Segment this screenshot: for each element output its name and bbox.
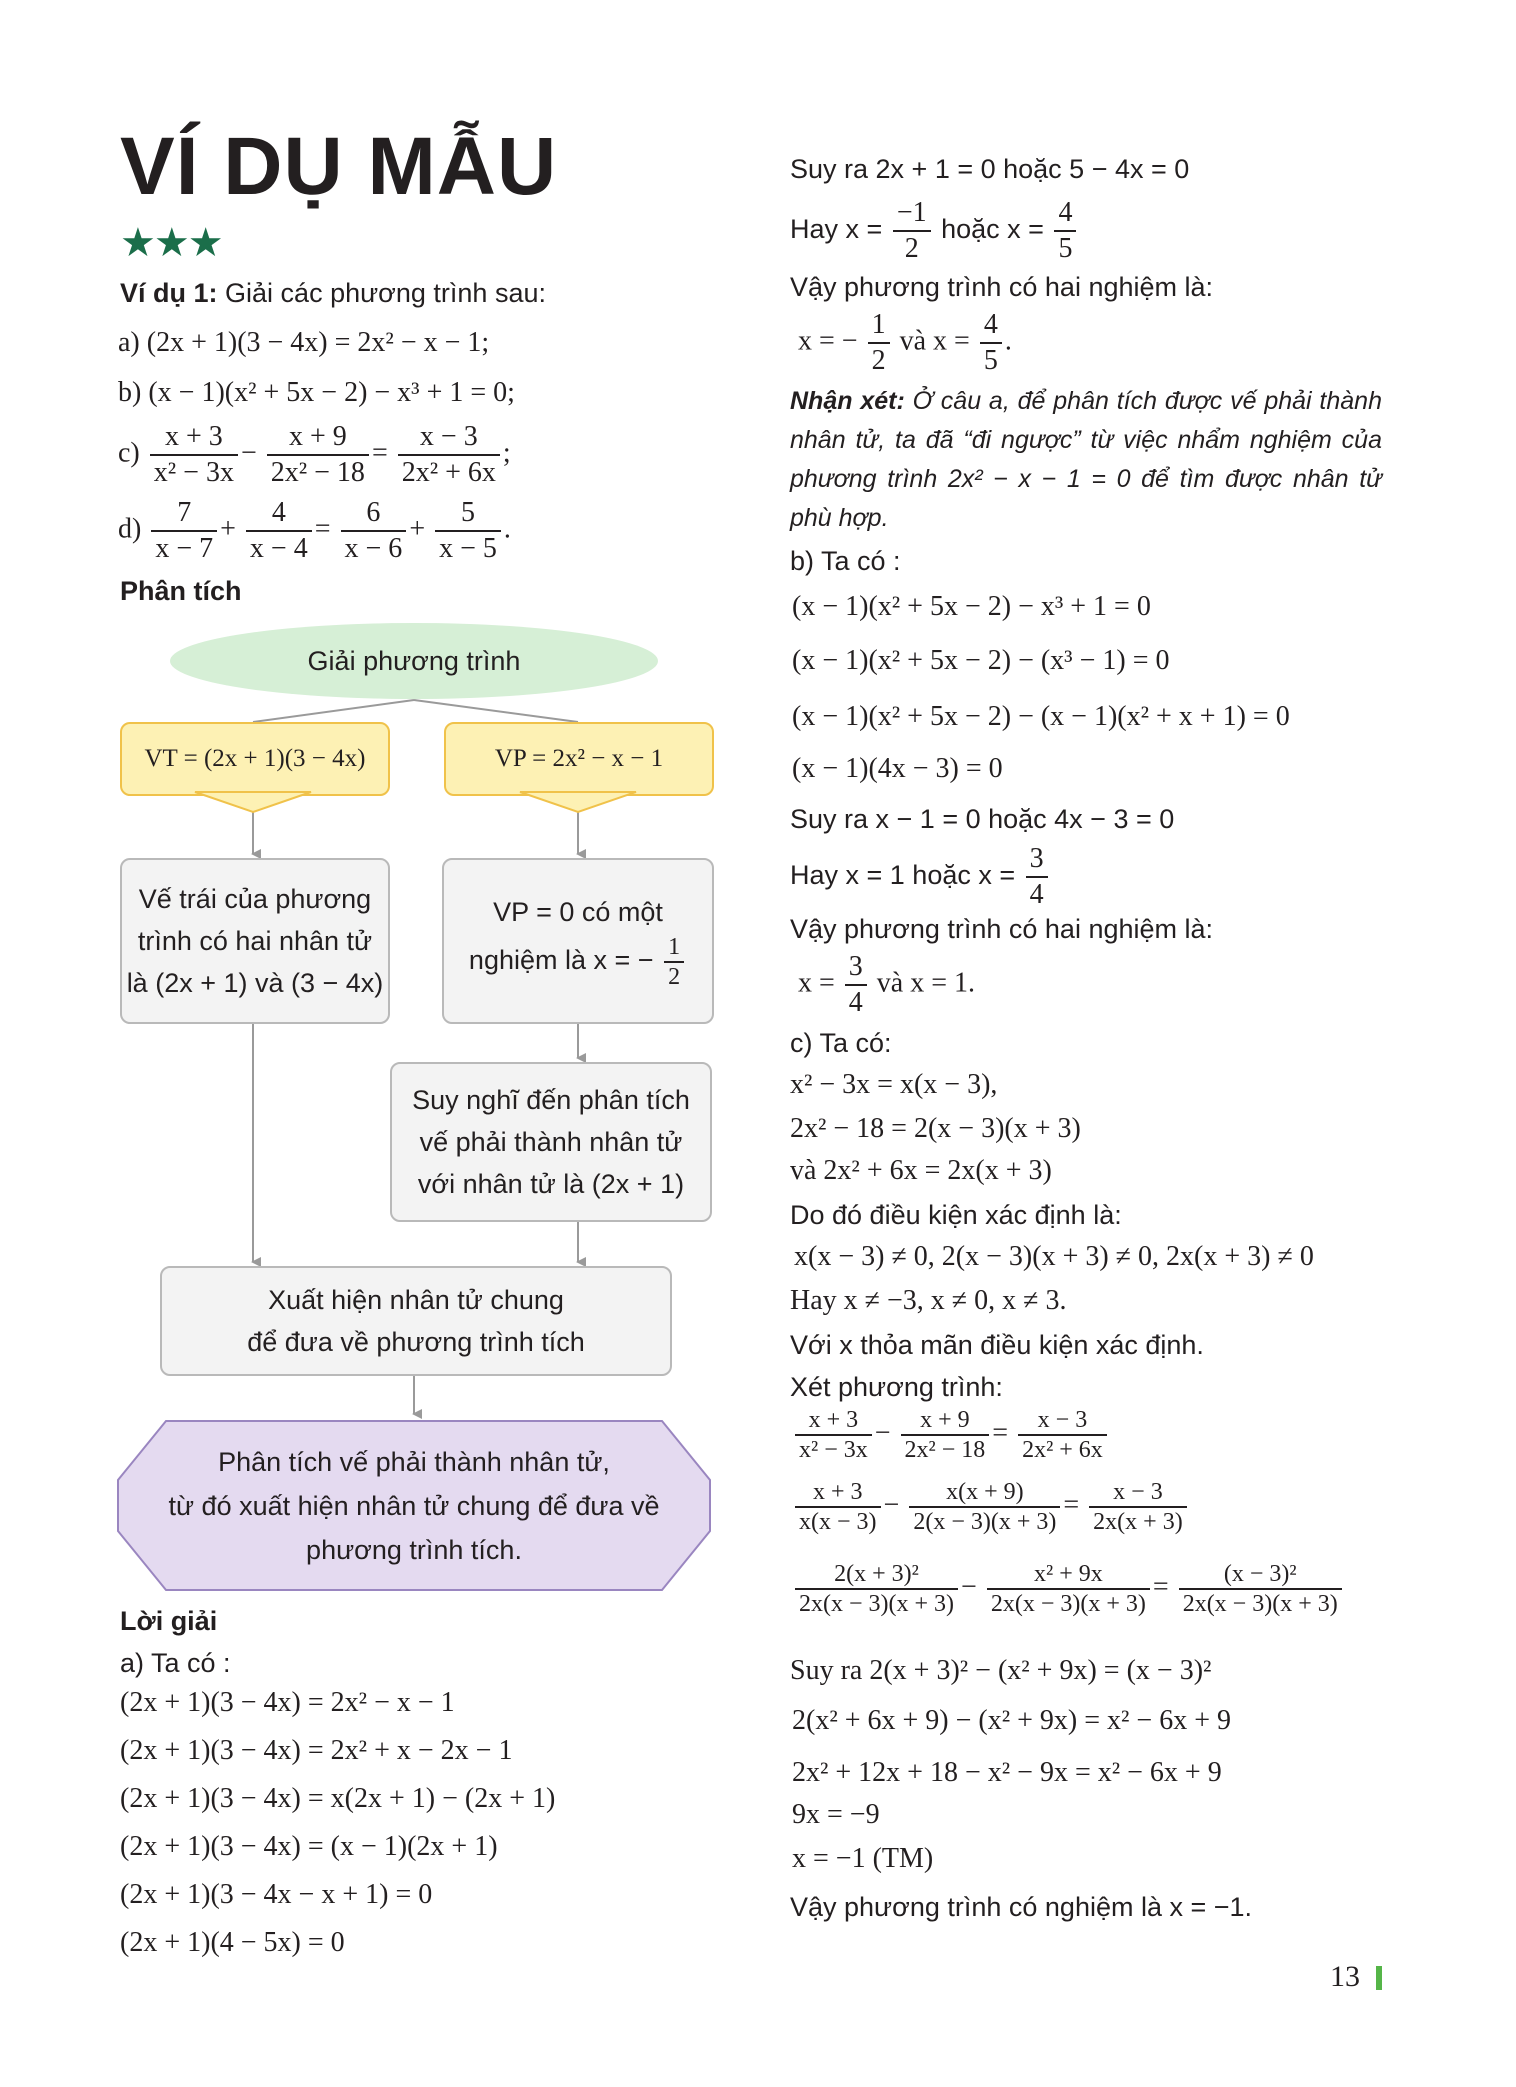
fraction bbox=[795, 1478, 881, 1536]
denominator: 5 bbox=[983, 345, 998, 376]
denominator: 2(x − 3)(x + 3) bbox=[913, 1509, 1057, 1535]
fraction bbox=[795, 1406, 872, 1464]
page-number: 13 bbox=[1330, 1960, 1360, 1993]
problem-a: a) (2x + 1)(3 − 4x) = 2x² − x − 1; bbox=[118, 327, 490, 358]
numerator: (x − 3)² bbox=[1179, 1560, 1342, 1590]
numerator: 4 bbox=[1054, 196, 1076, 232]
fraction bbox=[1026, 842, 1048, 912]
sol-c-conclusion: Vậy phương trình có nghiệm là x = −1. bbox=[790, 1892, 1253, 1922]
denominator: 2x² + 6x bbox=[401, 457, 496, 488]
numerator: 3 bbox=[845, 950, 867, 986]
denominator: x(x − 3) bbox=[799, 1509, 877, 1535]
sol-c-eq3: $\frac{\text{2(x + 3)²}}{2x(x - 3)(x + 3)}$ − $\frac{\text{x² + 9x}}{2x(x - 3)(x + 3)}$ = $\frac{\text{(x − 3)²}}{2x(x - 3)(x + 3)}$ bbox=[792, 1560, 1345, 1618]
vp-box: VP = 2x² − x − 1 bbox=[444, 722, 714, 796]
sol-c-xet: Xét phương trình: bbox=[790, 1372, 1003, 1402]
sol-c-factor: x² − 3x = x(x − 3), bbox=[790, 1069, 998, 1100]
denominator: 2x² − 18 bbox=[904, 1437, 986, 1463]
problem-d-label: d) bbox=[118, 513, 142, 545]
denominator: x − 7 bbox=[155, 533, 214, 564]
denominator: 2x(x + 3) bbox=[1093, 1509, 1183, 1535]
fraction bbox=[1054, 196, 1076, 266]
sol-a-note bbox=[790, 382, 1382, 538]
analysis-heading: Phân tích bbox=[120, 576, 242, 606]
sol-b-roots bbox=[798, 950, 975, 1020]
sol-c-step: 9x = −9 bbox=[792, 1799, 880, 1830]
sol-c-dk-intro: Do đó điều kiện xác định là: bbox=[790, 1200, 1122, 1230]
sol-a-step: (2x + 1)(3 − 4x) = 2x² − x − 1 bbox=[120, 1687, 455, 1718]
denominator: 2x(x − 3)(x + 3) bbox=[1182, 1591, 1338, 1617]
numerator: 1 bbox=[664, 933, 684, 963]
sol-c-factor: 2x² − 18 = 2(x − 3)(x + 3) bbox=[790, 1113, 1081, 1144]
fraction bbox=[980, 308, 1002, 378]
sol-c-hay: Hay x ≠ −3, x ≠ 0, x ≠ 3. bbox=[790, 1285, 1067, 1316]
numerator: x − 3 bbox=[398, 420, 500, 456]
sol-b-suy-ra: Suy ra x − 1 = 0 hoặc 4x − 3 = 0 bbox=[790, 804, 1175, 834]
sol-a-step: (2x + 1)(3 − 4x) = (x − 1)(2x + 1) bbox=[120, 1831, 498, 1862]
problem-c-label: c) bbox=[118, 437, 140, 469]
box-text: nghiệm là x = − bbox=[468, 945, 654, 976]
denominator: 2 bbox=[871, 345, 886, 376]
fraction bbox=[909, 1478, 1060, 1536]
sol-b-step: (x − 1)(x² + 5x − 2) − (x − 1)(x² + x + 1) = 0 bbox=[792, 701, 1290, 732]
text: hoặc x = bbox=[941, 214, 1044, 245]
denominator: 2 bbox=[668, 964, 681, 990]
sol-c-factor: và 2x² + 6x = 2x(x + 3) bbox=[790, 1155, 1052, 1186]
sol-a-roots: x = − $\frac{1}{2}$ và x = $\frac{4}{5}$ . bbox=[798, 309, 1012, 376]
numerator: 7 bbox=[151, 496, 217, 532]
sol-b-hay bbox=[790, 842, 1051, 912]
fraction bbox=[987, 1560, 1150, 1618]
text: x = − bbox=[798, 325, 858, 357]
sol-a-intro: a) Ta có : bbox=[120, 1648, 231, 1678]
denominator: 2x(x − 3)(x + 3) bbox=[799, 1591, 955, 1617]
solution-heading: Lời giải bbox=[120, 1606, 218, 1636]
numerator: 3 bbox=[1026, 842, 1048, 878]
numerator: x − 3 bbox=[1089, 1478, 1187, 1508]
fraction bbox=[893, 196, 931, 266]
denominator: 2x² − 18 bbox=[270, 457, 365, 488]
box-line: vế phải thành nhân tử bbox=[419, 1127, 683, 1157]
fraction bbox=[845, 950, 867, 1020]
numerator: x² + 9x bbox=[987, 1560, 1150, 1590]
sol-b-step: (x − 1)(x² + 5x − 2) − x³ + 1 = 0 bbox=[792, 591, 1151, 622]
denominator: 4 bbox=[1029, 879, 1044, 910]
page-number-bar bbox=[1376, 1966, 1382, 1990]
text: x = bbox=[798, 967, 835, 999]
sol-b-step: (x − 1)(x² + 5x − 2) − (x³ − 1) = 0 bbox=[792, 645, 1170, 676]
numerator: 5 bbox=[435, 496, 501, 532]
denominator: 5 bbox=[1058, 233, 1073, 264]
sol-b-intro: b) Ta có : bbox=[790, 546, 901, 576]
numerator: 6 bbox=[341, 496, 407, 532]
fraction bbox=[1179, 1560, 1342, 1618]
sol-c-step: Suy ra 2(x + 3)² − (x² + 9x) = (x − 3)² bbox=[790, 1655, 1212, 1686]
final-box bbox=[118, 1421, 710, 1591]
numerator: x + 9 bbox=[267, 420, 369, 456]
text: Hay x = 1 hoặc x = bbox=[790, 860, 1016, 891]
numerator: 4 bbox=[980, 308, 1002, 344]
numerator: x + 3 bbox=[150, 420, 238, 456]
denominator: x − 5 bbox=[439, 533, 497, 564]
text: và x = bbox=[899, 325, 970, 357]
numerator: −1 bbox=[893, 196, 931, 232]
box-line: phương trình tích. bbox=[306, 1535, 522, 1565]
text: và x = 1. bbox=[876, 967, 976, 999]
box-line: trình có hai nhân tử bbox=[137, 926, 373, 956]
example-prompt: Giải các phương trình sau: bbox=[225, 278, 546, 308]
sol-c-dk: x(x − 3) ≠ 0, 2(x − 3)(x + 3) ≠ 0, 2x(x + 3) ≠ 0 bbox=[794, 1241, 1314, 1272]
denominator: 2 bbox=[904, 233, 919, 264]
sol-a-step: (2x + 1)(4 − 5x) = 0 bbox=[120, 1927, 345, 1958]
numerator: x + 9 bbox=[901, 1406, 990, 1436]
box-line: Vế trái của phương bbox=[138, 884, 372, 914]
numerator: x(x + 9) bbox=[909, 1478, 1060, 1508]
denominator: 2x(x − 3)(x + 3) bbox=[990, 1591, 1146, 1617]
denominator: x − 6 bbox=[344, 533, 403, 564]
note-text: Ở câu a, để phân tích được vế phải thành nhân tử, ta đã “đi ngược” từ việc nhẩm nghiệm của phương trình 2x² − x − 1 = 0 để tìm được nhân tử phù hợp. bbox=[790, 387, 1382, 532]
difficulty-stars: ★★★ bbox=[120, 221, 222, 265]
box-line: Xuất hiện nhân tử chung bbox=[268, 1285, 564, 1315]
box-line: từ đó xuất hiện nhân tử chung để đưa về bbox=[168, 1491, 660, 1521]
fraction bbox=[1089, 1478, 1187, 1536]
denominator: x² − 3x bbox=[153, 457, 234, 488]
problem-b: b) (x − 1)(x² + 5x − 2) − x³ + 1 = 0; bbox=[118, 377, 515, 408]
fraction bbox=[795, 1560, 958, 1618]
sol-c-intro: c) Ta có: bbox=[790, 1028, 892, 1058]
sol-c-eq1: $\frac{x + 3}{\text{x² − 3x}}$ − $\frac{x + 9}{\text{2x² − 18}}$ = $\frac{x - 3}{\text{2x² + 6x}}$ bbox=[792, 1406, 1110, 1464]
diagram-root: Giải phương trình bbox=[170, 623, 658, 699]
numerator: 2(x + 3)² bbox=[795, 1560, 958, 1590]
sol-c-step: 2(x² + 6x + 9) − (x² + 9x) = x² − 6x + 9 bbox=[792, 1705, 1232, 1736]
numerator: 4 bbox=[246, 496, 312, 532]
denominator: 4 bbox=[848, 987, 863, 1018]
sol-a-hay bbox=[790, 196, 1079, 266]
numerator: 1 bbox=[868, 308, 890, 344]
fraction bbox=[868, 308, 890, 378]
numerator: x − 3 bbox=[1018, 1406, 1107, 1436]
sol-a-step: (2x + 1)(3 − 4x − x + 1) = 0 bbox=[120, 1879, 433, 1910]
sol-a-suy-ra: Suy ra 2x + 1 = 0 hoặc 5 − 4x = 0 bbox=[790, 154, 1190, 184]
numerator: x + 3 bbox=[795, 1478, 881, 1508]
fraction bbox=[901, 1406, 990, 1464]
sol-a-step: (2x + 1)(3 − 4x) = x(2x + 1) − (2x + 1) bbox=[120, 1783, 556, 1814]
box-line: với nhân tử là (2x + 1) bbox=[417, 1169, 685, 1199]
numerator: x + 3 bbox=[795, 1406, 872, 1436]
problem-d: d) $\frac{7}{x - 7}$ + $\frac{4}{x - 4}$ = $\frac{6}{x - 6}$ + $\frac{5}{x - 5}$ . bbox=[118, 497, 511, 564]
sol-c-eq2: $\frac{x + 3}{x(x - 3)}$ − $\frac{x(x + 9)}{2(x - 3)(x + 3)}$ = $\frac{x - 3}{2x(x + 3)}$ bbox=[792, 1478, 1190, 1536]
problem-c: c) $\frac{x + 3}{\text{x² − 3x}}$ − $\frac{x + 9}{\text{2x² − 18}}$ = $\frac{x - 3}{\text{2x² + 6x}}$ ; bbox=[118, 421, 511, 488]
box-line: VP = 0 có một bbox=[493, 897, 663, 927]
vt-box: VT = (2x + 1)(3 − 4x) bbox=[120, 722, 390, 796]
fraction bbox=[1018, 1406, 1107, 1464]
box-line: là (2x + 1) và (3 − 4x) bbox=[126, 968, 384, 998]
box-line: Phân tích vế phải thành nhân tử, bbox=[218, 1447, 610, 1477]
sol-c-step: x = −1 (TM) bbox=[792, 1843, 934, 1874]
note-label: Nhận xét: bbox=[790, 387, 905, 415]
sol-c-voi: Với x thỏa mãn điều kiện xác định. bbox=[790, 1330, 1204, 1360]
box-line: để đưa về phương trình tích bbox=[247, 1327, 585, 1357]
sol-a-step: (2x + 1)(3 − 4x) = 2x² + x − 2x − 1 bbox=[120, 1735, 513, 1766]
denominator: x² − 3x bbox=[799, 1437, 868, 1463]
denominator: x − 4 bbox=[249, 533, 308, 564]
sol-a-conclusion: Vậy phương trình có hai nghiệm là: bbox=[790, 272, 1214, 302]
box-line: Suy nghĩ đến phân tích bbox=[412, 1085, 690, 1115]
denominator: 2x² + 6x bbox=[1022, 1437, 1103, 1463]
example-label: Ví dụ 1: bbox=[120, 278, 218, 308]
sol-b-conclusion: Vậy phương trình có hai nghiệm là: bbox=[790, 914, 1214, 944]
text: Hay x = bbox=[790, 214, 883, 245]
page-title: VÍ DỤ MẪU bbox=[120, 121, 558, 212]
sol-c-step: 2x² + 12x + 18 − x² − 9x = x² − 6x + 9 bbox=[792, 1757, 1222, 1788]
sol-b-step: (x − 1)(4x − 3) = 0 bbox=[792, 753, 1003, 784]
